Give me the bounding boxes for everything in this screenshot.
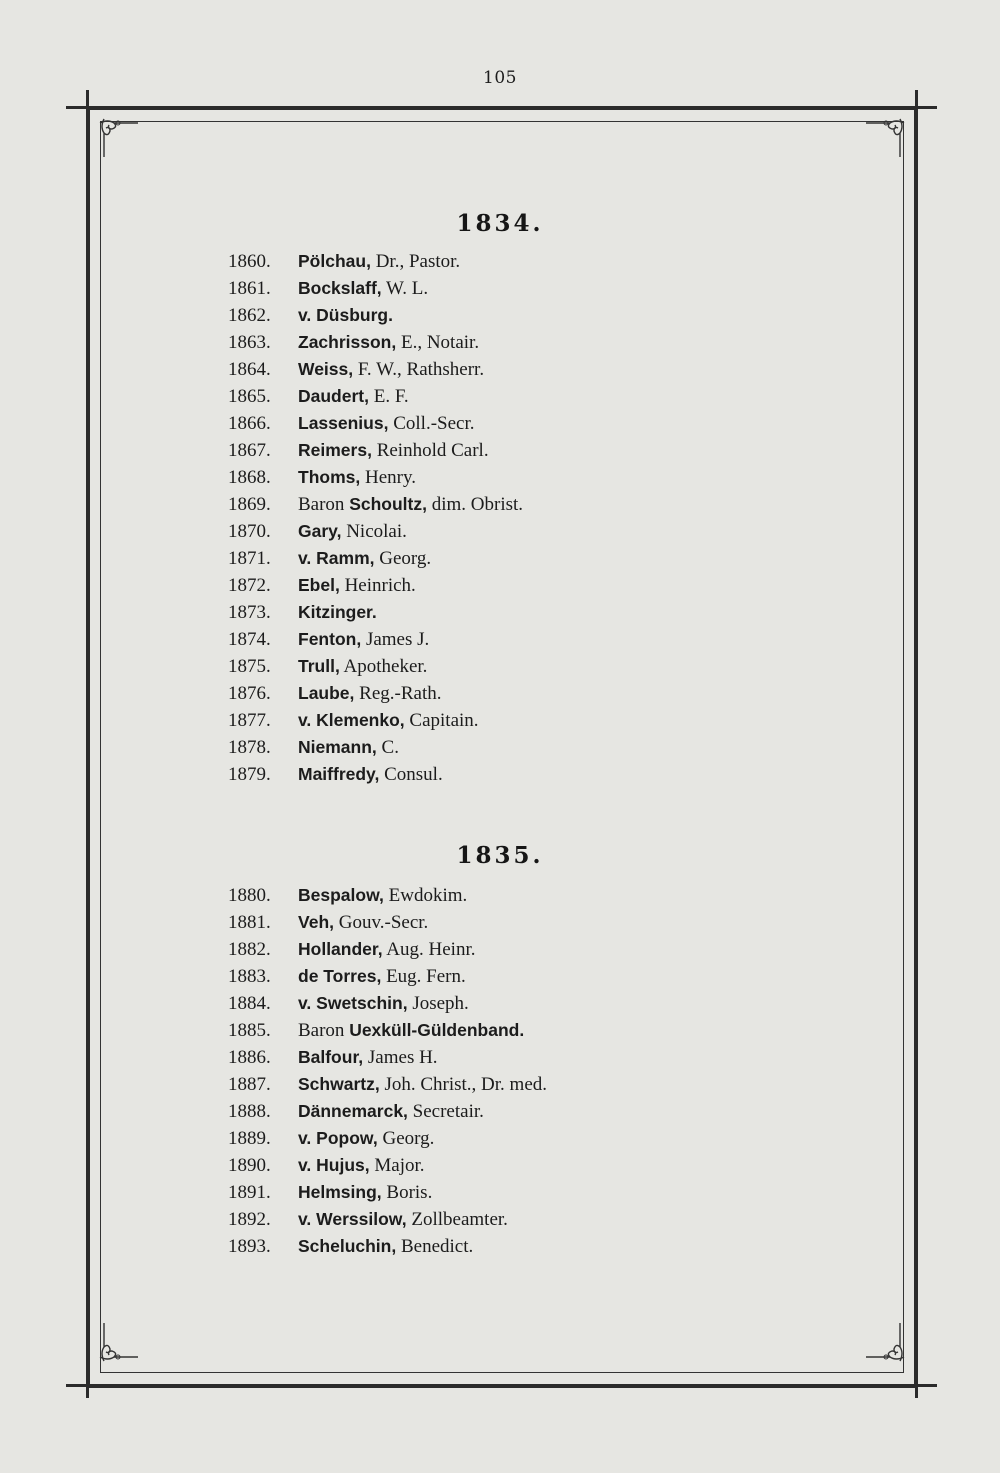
list-item xyxy=(228,734,523,761)
entry-suffix: F. W., Rathsherr. xyxy=(353,359,485,380)
entry-suffix: Capitain. xyxy=(404,710,479,731)
entry-num: 1893. xyxy=(228,1236,271,1257)
entry-suffix: Boris. xyxy=(381,1182,433,1203)
entry-suffix: Dr., Pastor. xyxy=(370,251,461,272)
entry-suffix: Zollbeamter. xyxy=(406,1209,508,1230)
entry-name: Kitzinger. xyxy=(298,602,377,622)
entry-num: 1862. xyxy=(228,305,271,326)
entry-suffix: Reinhold Carl. xyxy=(371,440,489,461)
entry-suffix: dim. Obrist. xyxy=(426,494,524,515)
page-number: 105 xyxy=(483,68,517,88)
list-item xyxy=(228,545,523,572)
entry-num: 1873. xyxy=(228,602,271,623)
entry-name: Zachrisson, xyxy=(298,332,397,352)
entry-suffix: Gouv.-Secr. xyxy=(334,912,429,933)
entry-name: Schwartz, xyxy=(298,1074,380,1094)
list-item xyxy=(228,1125,547,1152)
entry-list xyxy=(228,248,523,788)
list-item xyxy=(228,1179,547,1206)
entry-num: 1875. xyxy=(228,656,271,677)
frame-tick xyxy=(915,1384,937,1387)
entry-num: 1886. xyxy=(228,1047,271,1068)
entry-suffix: James J. xyxy=(361,629,430,650)
entry-num: 1880. xyxy=(228,885,271,906)
entry-num: 1890. xyxy=(228,1155,271,1176)
list-item xyxy=(228,1017,547,1044)
entry-name: Schoultz, xyxy=(349,494,427,514)
entry-name: Uexküll-Güldenband. xyxy=(349,1020,525,1040)
entry-suffix: Georg. xyxy=(374,548,432,569)
entry-num: 1867. xyxy=(228,440,271,461)
entry-name: Balfour, xyxy=(298,1047,364,1067)
list-item xyxy=(228,599,523,626)
list-item xyxy=(228,653,523,680)
entry-suffix: Georg. xyxy=(377,1128,435,1149)
entry-name: Veh, xyxy=(298,912,334,932)
list-item xyxy=(228,1044,547,1071)
list-item xyxy=(228,410,523,437)
entry-suffix: Ewdokim. xyxy=(383,885,468,906)
entry-suffix: Joh. Christ., Dr. med. xyxy=(379,1074,548,1095)
entry-suffix: Apotheker. xyxy=(339,656,428,677)
list-item xyxy=(228,1233,547,1260)
entry-suffix: Eug. Fern. xyxy=(381,966,466,987)
entry-name: Bockslaff, xyxy=(298,278,382,298)
entry-name: de Torres, xyxy=(298,966,382,986)
entry-num: 1864. xyxy=(228,359,271,380)
list-item xyxy=(228,680,523,707)
list-item xyxy=(228,909,547,936)
entry-num: 1877. xyxy=(228,710,271,731)
entry-num: 1872. xyxy=(228,575,271,596)
entry-suffix: Joseph. xyxy=(407,993,469,1014)
list-item xyxy=(228,275,523,302)
entry-suffix: Coll.-Secr. xyxy=(388,413,475,434)
entry-num: 1866. xyxy=(228,413,271,434)
entry-suffix: E. F. xyxy=(368,386,409,407)
list-item xyxy=(228,248,523,275)
entry-suffix: E., Notair. xyxy=(396,332,480,353)
entry-suffix: Nicolai. xyxy=(341,521,407,542)
entry-name: Fenton, xyxy=(298,629,362,649)
entry-name: v. Klemenko, xyxy=(298,710,405,730)
entry-name: v. Ramm, xyxy=(298,548,375,568)
entry-suffix: Secretair. xyxy=(407,1101,484,1122)
entry-num: 1881. xyxy=(228,912,271,933)
entry-num: 1868. xyxy=(228,467,271,488)
entry-list xyxy=(228,882,547,1260)
entry-suffix: Consul. xyxy=(379,764,443,785)
entry-name: Reimers, xyxy=(298,440,372,460)
entry-num: 1869. xyxy=(228,494,271,515)
entry-num: 1863. xyxy=(228,332,271,353)
frame-tick xyxy=(915,106,937,109)
entry-suffix: W. L. xyxy=(381,278,429,299)
entry-num: 1882. xyxy=(228,939,271,960)
entry-name: Helmsing, xyxy=(298,1182,382,1202)
entry-name: v. Düsburg. xyxy=(298,305,393,325)
entry-num: 1878. xyxy=(228,737,271,758)
entry-suffix: Henry. xyxy=(360,467,416,488)
entry-name: Thoms, xyxy=(298,467,361,487)
list-item xyxy=(228,626,523,653)
list-item xyxy=(228,936,547,963)
entry-name: Daudert, xyxy=(298,386,369,406)
entry-name: v. Swetschin, xyxy=(298,993,408,1013)
entry-num: 1861. xyxy=(228,278,271,299)
corner-ornament-top-left-icon xyxy=(98,117,142,161)
entry-num: 1860. xyxy=(228,251,271,272)
corner-ornament-bottom-right-icon xyxy=(862,1319,906,1363)
entry-num: 1892. xyxy=(228,1209,271,1230)
entry-num: 1879. xyxy=(228,764,271,785)
list-item xyxy=(228,329,523,356)
entry-name: Trull, xyxy=(298,656,340,676)
entry-name: Hollander, xyxy=(298,939,383,959)
entry-prefix: Baron xyxy=(298,1020,350,1041)
entry-name: Laube, xyxy=(298,683,355,703)
entry-name: Gary, xyxy=(298,521,342,541)
entry-suffix: C. xyxy=(376,737,399,758)
section-year-heading: 1835. xyxy=(456,842,544,869)
entry-suffix: Benedict. xyxy=(396,1236,474,1257)
entry-name: Scheluchin, xyxy=(298,1236,397,1256)
corner-ornament-top-right-icon xyxy=(862,117,906,161)
list-item xyxy=(228,707,523,734)
frame-tick xyxy=(66,106,90,109)
frame-tick xyxy=(66,1384,90,1387)
list-item xyxy=(228,882,547,909)
entry-name: v. Werssilow, xyxy=(298,1209,407,1229)
list-item xyxy=(228,963,547,990)
entry-name: v. Hujus, xyxy=(298,1155,370,1175)
entry-num: 1888. xyxy=(228,1101,271,1122)
entry-num: 1891. xyxy=(228,1182,271,1203)
entry-name: Pölchau, xyxy=(298,251,371,271)
entry-num: 1871. xyxy=(228,548,271,569)
list-item xyxy=(228,356,523,383)
entry-num: 1874. xyxy=(228,629,271,650)
entry-suffix: Heinrich. xyxy=(339,575,416,596)
entry-num: 1870. xyxy=(228,521,271,542)
list-item xyxy=(228,302,523,329)
entry-num: 1889. xyxy=(228,1128,271,1149)
entry-name: Bespalow, xyxy=(298,885,384,905)
entry-prefix: Baron xyxy=(298,494,350,515)
list-item xyxy=(228,1098,547,1125)
entry-num: 1884. xyxy=(228,993,271,1014)
corner-ornament-bottom-left-icon xyxy=(98,1319,142,1363)
list-item xyxy=(228,518,523,545)
list-item xyxy=(228,990,547,1017)
entry-num: 1876. xyxy=(228,683,271,704)
entry-name: Maiffredy, xyxy=(298,764,380,784)
list-item xyxy=(228,437,523,464)
entry-name: Ebel, xyxy=(298,575,340,595)
entry-suffix: James H. xyxy=(363,1047,438,1068)
entry-name: Niemann, xyxy=(298,737,377,757)
list-item xyxy=(228,491,523,518)
entry-num: 1865. xyxy=(228,386,271,407)
list-item xyxy=(228,1206,547,1233)
list-item xyxy=(228,572,523,599)
entry-suffix: Major. xyxy=(369,1155,425,1176)
entry-suffix: Aug. Heinr. xyxy=(382,939,476,960)
section-year-heading: 1834. xyxy=(456,210,544,237)
entry-name: Lassenius, xyxy=(298,413,389,433)
list-item xyxy=(228,761,523,788)
list-item xyxy=(228,383,523,410)
list-item xyxy=(228,1071,547,1098)
list-item xyxy=(228,1152,547,1179)
list-item xyxy=(228,464,523,491)
entry-name: v. Popow, xyxy=(298,1128,378,1148)
entry-num: 1887. xyxy=(228,1074,271,1095)
entry-name: Weiss, xyxy=(298,359,354,379)
entry-num: 1883. xyxy=(228,966,271,987)
entry-num: 1885. xyxy=(228,1020,271,1041)
entry-name: Dännemarck, xyxy=(298,1101,408,1121)
entry-suffix: Reg.-Rath. xyxy=(354,683,442,704)
